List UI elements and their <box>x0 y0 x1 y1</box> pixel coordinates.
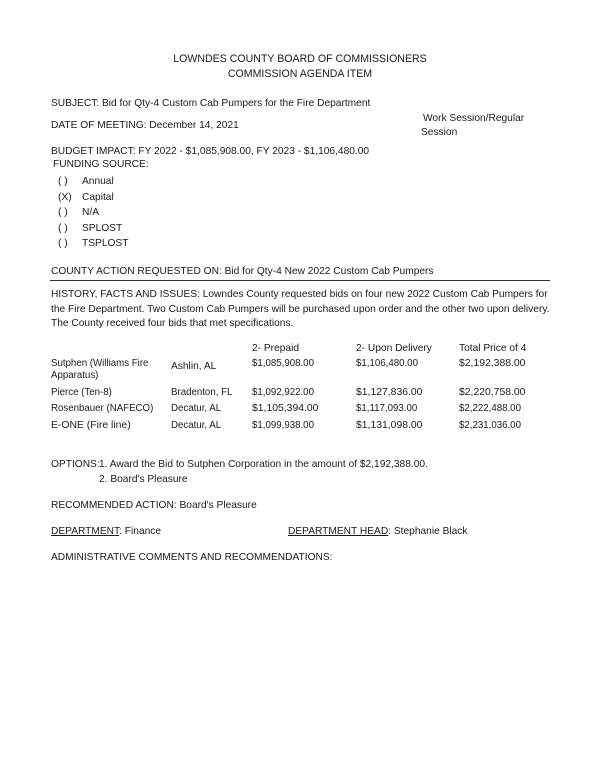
funding-option-splost: ( ) SPLOST <box>58 223 123 234</box>
department-head <box>288 526 468 537</box>
funding-option-annual: ( ) Annual <box>58 176 114 187</box>
delivery-price: $1,106,480.00 <box>356 357 418 369</box>
checkbox-mark: ( ) <box>58 207 68 218</box>
bidder-location: Bradenton, FL <box>171 386 233 398</box>
table-row <box>49 403 551 420</box>
checkbox-mark: ( ) <box>58 176 68 187</box>
subject: SUBJECT: Bid for Qty-4 Custom Cab Pumpers for the Fire Department <box>51 98 371 109</box>
checkbox-mark: ( ) <box>58 223 68 234</box>
prepaid-price: $1,099,938.00 <box>252 419 314 431</box>
session-type-line2: Session <box>421 127 458 138</box>
bidder-name: E-ONE (Fire line) <box>51 419 131 431</box>
option-2: 2. Board's Pleasure <box>99 474 188 485</box>
document-title: LOWNDES COUNTY BOARD OF COMMISSIONERS <box>173 53 427 65</box>
option-1: 1. Award the Bid to Sutphen Corporation in the amount of $2,192,388.00. <box>99 459 428 470</box>
delivery-price: $1,131,098.00 <box>356 419 423 431</box>
date-of-meeting: DATE OF MEETING: December 14, 2021 <box>51 120 239 131</box>
delivery-price: $1,127,836.00 <box>356 386 423 398</box>
table-header-row <box>49 343 551 358</box>
department-head-label: DEPARTMENT HEAD <box>288 526 389 537</box>
column-header-prepaid: 2- Prepaid <box>252 343 300 354</box>
prepaid-price: $1,085,908.00 <box>252 357 314 369</box>
column-header-total: Total Price of 4 <box>459 343 527 354</box>
administrative-comments: ADMINISTRATIVE COMMENTS AND RECOMMENDATIONS: <box>51 552 333 563</box>
bidder-location: Decatur, AL <box>171 403 222 414</box>
department-head-value: : Stephanie Black <box>388 526 468 537</box>
table-row <box>49 358 551 387</box>
total-price: $2,231,036.00 <box>459 419 521 431</box>
session-type-line1: Work Session/Regular <box>423 113 525 124</box>
section-divider <box>50 280 550 281</box>
county-action-requested: COUNTY ACTION REQUESTED ON: Bid for Qty-4 New 2022 Custom Cab Pumpers <box>51 266 434 277</box>
prepaid-price: $1,105,394.00 <box>252 403 319 414</box>
column-header-upon-delivery: 2- Upon Delivery <box>356 343 432 354</box>
history-facts-issues: HISTORY, FACTS AND ISSUES: Lowndes County requested bids on four new 2022 Custom Cab Pumpers for the Fire Department. Two Custom Cab Pumpers will be purchased upon order and the other two upon delivery. The County received four bids that met specifications. <box>51 289 550 329</box>
bidder-name: Pierce (Ten-8) <box>51 386 112 398</box>
department-value: : Finance <box>119 526 162 537</box>
bidder-name: Sutphen (Williams Fire Apparatus) <box>51 357 149 381</box>
total-price: $2,222,488.00 <box>459 403 521 414</box>
department-label: DEPARTMENT <box>51 526 120 537</box>
bidder-name: Rosenbauer (NAFECO) <box>51 403 154 414</box>
recommended-action: RECOMMENDED ACTION: Board's Pleasure <box>51 500 257 511</box>
bidder-location: Ashlin, AL <box>171 360 217 372</box>
budget-impact: BUDGET IMPACT: FY 2022 - $1,085,908.00, FY 2023 - $1,106,480.00 <box>51 146 370 157</box>
checkbox-mark: (X) <box>58 192 72 203</box>
delivery-price: $1,117,093.00 <box>356 403 418 414</box>
funding-option-tsplost: ( ) TSPLOST <box>58 238 129 249</box>
funding-option-na: ( ) N/A <box>58 207 99 218</box>
document-subtitle: COMMISSION AGENDA ITEM <box>227 68 373 80</box>
column-header <box>49 343 169 358</box>
total-price: $2,192,388.00 <box>459 357 526 369</box>
bidder-location: Decatur, AL <box>171 419 222 431</box>
checkbox-mark: ( ) <box>58 238 68 249</box>
funding-source-label: FUNDING SOURCE: <box>53 159 149 170</box>
department <box>51 526 161 537</box>
funding-option-capital: (X) Capital <box>58 192 114 203</box>
table-row <box>49 420 551 437</box>
table-row <box>49 387 551 404</box>
column-header <box>169 343 250 358</box>
total-price: $2,220,758.00 <box>459 386 526 398</box>
prepaid-price: $1,092,922.00 <box>252 386 314 398</box>
options-label: OPTIONS: <box>51 459 100 470</box>
bids-table <box>49 343 551 436</box>
